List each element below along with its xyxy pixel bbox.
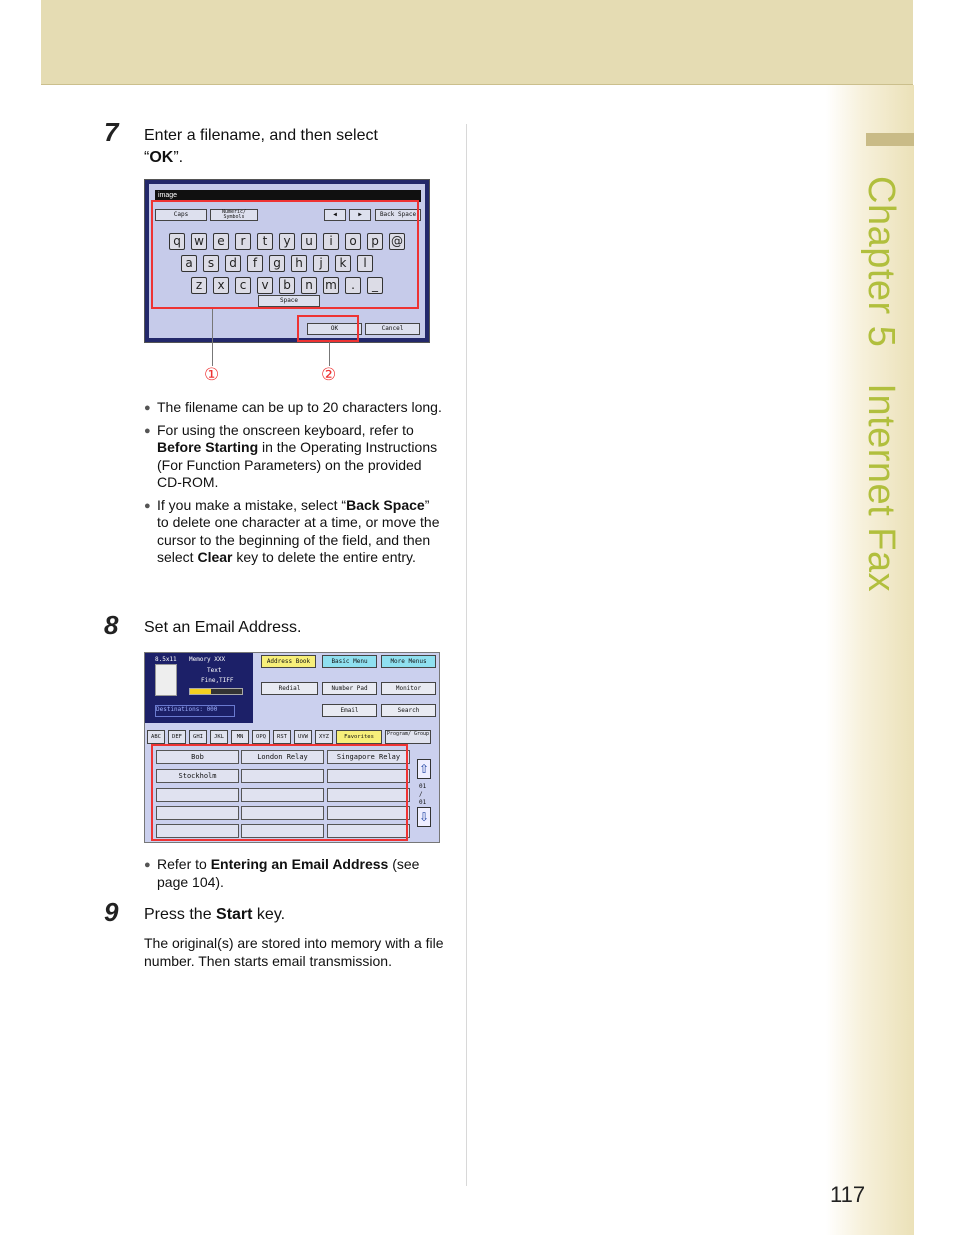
ok-button[interactable]: OK — [307, 323, 362, 335]
note-item — [144, 399, 444, 417]
key-v[interactable]: v — [257, 277, 273, 294]
tab-opq[interactable]: OPQ — [252, 730, 270, 744]
step-9-number: 9 — [104, 897, 119, 927]
chapter-title-vertical — [859, 176, 902, 628]
note-text: in the Operating Instructions (For Function Parameters) on the provided CD-ROM. — [157, 439, 438, 490]
step-9-paragraph: The original(s) are stored into memory with a file number. Then starts email transmission. — [144, 935, 444, 969]
key-i[interactable]: i — [323, 233, 339, 250]
key-a[interactable]: a — [181, 255, 197, 272]
side-tab-marker — [866, 133, 914, 146]
callout-box-2 — [297, 315, 359, 342]
tab-ghi[interactable]: GHI — [189, 730, 207, 744]
address-entry[interactable]: Bob — [156, 750, 239, 764]
paper-size: 8.5x11 — [155, 656, 177, 663]
key-underscore[interactable]: _ — [367, 277, 383, 294]
contrast-slider[interactable] — [189, 688, 243, 695]
note-bold: Back Space — [346, 496, 425, 513]
document-icon — [155, 664, 177, 696]
note-bold: Entering an Email Address — [210, 856, 389, 872]
key-b[interactable]: b — [279, 277, 295, 294]
tab-jkl[interactable]: JKL — [210, 730, 228, 744]
tab-def[interactable]: DEF — [168, 730, 186, 744]
quote-open: “ — [144, 149, 150, 166]
step-8-number: 8 — [104, 610, 119, 640]
page-number: 117 — [830, 1182, 866, 1207]
key-p[interactable]: p — [367, 233, 383, 250]
basic-menu-button[interactable]: Basic Menu — [322, 655, 377, 668]
search-button[interactable]: Search — [381, 704, 436, 717]
tab-xyz[interactable]: XYZ — [315, 730, 333, 744]
tab-rst[interactable]: RST — [273, 730, 291, 744]
quote-close: ”. — [173, 149, 184, 166]
key-y[interactable]: y — [279, 233, 295, 250]
ok-bold: OK — [149, 149, 174, 166]
note-bold: Clear — [197, 549, 233, 565]
back-space-button[interactable]: Back Space — [375, 209, 421, 221]
key-j[interactable]: j — [313, 255, 329, 272]
key-c[interactable]: c — [235, 277, 251, 294]
bullet-dot-icon: ● — [144, 499, 151, 512]
note-item — [144, 497, 444, 567]
page-indicator: 01 / 01 — [419, 783, 427, 806]
callout-leader-1 — [212, 309, 213, 366]
status-panel — [145, 653, 253, 723]
key-k[interactable]: k — [335, 255, 351, 272]
header-band — [41, 0, 913, 85]
step-8-text: Set an Email Address. — [144, 619, 302, 636]
note-text: If you make a mistake, select “ — [157, 496, 347, 513]
key-s[interactable]: s — [203, 255, 219, 272]
step-9-text-post: key. — [252, 906, 286, 923]
step-9-text-pre: Press the — [144, 906, 217, 923]
tab-mn[interactable]: MN — [231, 730, 249, 744]
chapter-label: Chapter 5 — [860, 176, 902, 348]
scroll-up-icon[interactable]: ⇧ — [417, 759, 431, 779]
tab-favorites[interactable]: Favorites — [336, 730, 382, 744]
bullet-dot-icon: ● — [144, 424, 151, 437]
key-e[interactable]: e — [213, 233, 229, 250]
scroll-down-icon[interactable]: ⇩ — [417, 807, 431, 827]
callout-box-1 — [151, 200, 419, 309]
step-7-text-a: Enter a filename, and then select — [144, 127, 378, 144]
filename-field[interactable]: image — [155, 190, 421, 202]
step-7-text — [144, 125, 434, 169]
redial-button[interactable]: Redial — [261, 682, 318, 695]
step-7-number: 7 — [104, 117, 119, 147]
tab-abc[interactable]: ABC — [147, 730, 165, 744]
key-w[interactable]: w — [191, 233, 207, 250]
caps-button[interactable]: Caps — [155, 209, 207, 221]
number-pad-button[interactable]: Number Pad — [322, 682, 377, 695]
memory-status: Memory XXX — [189, 656, 226, 663]
key-t[interactable]: t — [257, 233, 273, 250]
key-r[interactable]: r — [235, 233, 251, 250]
bullet-dot-icon: ● — [144, 859, 151, 871]
address-entry[interactable]: Singapore Relay — [327, 750, 410, 764]
key-d[interactable]: d — [225, 255, 241, 272]
note-text: Refer to — [157, 856, 211, 872]
key-g[interactable]: g — [269, 255, 285, 272]
address-book-button[interactable]: Address Book — [261, 655, 316, 668]
note-text: key to delete the entire entry. — [232, 549, 416, 565]
note-text: (see page 104). — [157, 856, 420, 890]
key-o[interactable]: o — [345, 233, 361, 250]
key-u[interactable]: u — [301, 233, 317, 250]
email-button[interactable]: Email — [322, 704, 377, 717]
note-item — [144, 422, 444, 492]
step-7-notes — [144, 399, 444, 572]
note-text: For using the onscreen keyboard, refer to — [157, 421, 414, 438]
note-text: ” to delete one character at a time, or move the cursor to the beginning of the field, and then select — [157, 496, 440, 565]
note-bold: Before Starting — [157, 439, 259, 455]
cancel-button[interactable]: Cancel — [365, 323, 420, 335]
callout-number-2: ② — [321, 365, 337, 384]
address-entry[interactable]: London Relay — [241, 750, 324, 764]
key-period[interactable]: . — [345, 277, 361, 294]
text-mode: Text — [207, 667, 222, 674]
key-z[interactable]: z — [191, 277, 207, 294]
key-m[interactable]: m — [323, 277, 339, 294]
key-q[interactable]: q — [169, 233, 185, 250]
key-h[interactable]: h — [291, 255, 307, 272]
key-l[interactable]: l — [357, 255, 373, 272]
tab-program-group[interactable]: Program/ Group — [385, 730, 431, 744]
tab-uvw[interactable]: UVW — [294, 730, 312, 744]
monitor-button[interactable]: Monitor — [381, 682, 436, 695]
note-item — [144, 856, 444, 891]
step-9-text — [144, 904, 285, 926]
callout-leader-2 — [329, 342, 330, 366]
key-n[interactable]: n — [301, 277, 317, 294]
destinations-count: Destinations: 000 — [155, 705, 235, 717]
step-8-notes — [144, 856, 444, 896]
address-entry[interactable]: Stockholm — [156, 769, 239, 783]
more-menus-button[interactable]: More Menus — [381, 655, 436, 668]
cursor-right-button[interactable]: ▶ — [349, 209, 371, 221]
column-divider — [466, 124, 467, 1186]
start-bold: Start — [216, 906, 253, 923]
address-highlight-box — [151, 744, 408, 841]
note-text: The filename can be up to 20 characters long. — [157, 399, 442, 415]
bullet-dot-icon: ● — [144, 402, 151, 414]
callout-number-1: ① — [204, 365, 220, 384]
key-at[interactable]: @ — [391, 234, 403, 248]
file-format: Fine,TIFF — [201, 677, 234, 684]
key-x[interactable]: x — [213, 277, 229, 294]
numeric-symbols-button[interactable]: Numeric/ Symbols — [210, 209, 258, 221]
cursor-left-button[interactable]: ◀ — [324, 209, 346, 221]
key-f[interactable]: f — [247, 255, 263, 272]
section-label: Internet Fax — [860, 383, 902, 593]
space-button[interactable]: Space — [258, 295, 320, 307]
